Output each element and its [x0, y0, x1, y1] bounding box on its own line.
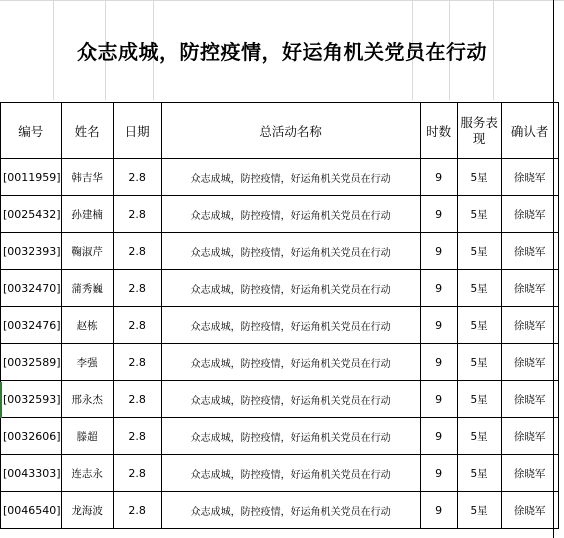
table-row [1, 344, 559, 381]
cell-service[interactable]: 5星 [457, 270, 501, 307]
cell-confirmer[interactable]: 徐晓军 [501, 196, 558, 233]
cell-activity[interactable]: 众志成城，防控疫情，好运角机关党员在行动 [161, 344, 420, 381]
cell-activity[interactable]: 众志成城，防控疫情，好运角机关党员在行动 [161, 492, 420, 529]
table-row [1, 455, 559, 492]
cell-id[interactable]: [0011959] [1, 159, 62, 196]
header-activity[interactable]: 总活动名称 [161, 103, 420, 159]
cell-hours[interactable]: 9 [420, 159, 457, 196]
cell-hours[interactable]: 9 [420, 233, 457, 270]
cell-hours[interactable]: 9 [420, 492, 457, 529]
header-name[interactable]: 姓名 [61, 103, 113, 159]
cell-name[interactable]: 滕超 [61, 418, 113, 455]
cell-date[interactable]: 2.8 [113, 418, 161, 455]
cell-hours[interactable]: 9 [420, 381, 457, 418]
table-row [1, 307, 559, 344]
cell-id[interactable]: [0046540] [1, 492, 62, 529]
cell-service[interactable]: 5星 [457, 344, 501, 381]
header-service[interactable]: 服务表现 [457, 103, 501, 159]
cell-date[interactable]: 2.8 [113, 196, 161, 233]
cell-hours[interactable]: 9 [420, 307, 457, 344]
cell-date[interactable]: 2.8 [113, 159, 161, 196]
cell-confirmer[interactable]: 徐晓军 [501, 344, 558, 381]
cell-activity[interactable]: 众志成城，防控疫情，好运角机关党员在行动 [161, 270, 420, 307]
header-confirmer[interactable]: 确认者 [501, 103, 558, 159]
cell-activity[interactable]: 众志成城，防控疫情，好运角机关党员在行动 [161, 418, 420, 455]
cell-id[interactable]: [0032593] [1, 381, 62, 418]
cell-activity[interactable]: 众志成城，防控疫情，好运角机关党员在行动 [161, 381, 420, 418]
sheet-title[interactable]: 众志成城，防控疫情，好运角机关党员在行动 [77, 40, 487, 64]
cell-confirmer[interactable]: 徐晓军 [501, 307, 558, 344]
cell-activity[interactable]: 众志成城，防控疫情，好运角机关党员在行动 [161, 196, 420, 233]
cell-activity[interactable]: 众志成城，防控疫情，好运角机关党员在行动 [161, 307, 420, 344]
cell-confirmer[interactable]: 徐晓军 [501, 492, 558, 529]
cell-name[interactable]: 连志永 [61, 455, 113, 492]
cell-name[interactable]: 邢永杰 [61, 381, 113, 418]
cell-service[interactable]: 5星 [457, 307, 501, 344]
cell-hours[interactable]: 9 [420, 270, 457, 307]
cell-confirmer[interactable]: 徐晓军 [501, 270, 558, 307]
cell-name[interactable]: 鞠淑芹 [61, 233, 113, 270]
cell-activity[interactable]: 众志成城，防控疫情，好运角机关党员在行动 [161, 159, 420, 196]
table-row [1, 159, 559, 196]
cell-id[interactable]: [0032393] [1, 233, 62, 270]
cell-service[interactable]: 5星 [457, 381, 501, 418]
cell-date[interactable]: 2.8 [113, 492, 161, 529]
cell-name[interactable]: 李强 [61, 344, 113, 381]
cell-confirmer[interactable]: 徐晓军 [501, 455, 558, 492]
header-id[interactable]: 编号 [1, 103, 62, 159]
header-row [1, 103, 559, 159]
cell-hours[interactable]: 9 [420, 418, 457, 455]
cell-hours[interactable]: 9 [420, 455, 457, 492]
volunteer-table [0, 102, 559, 529]
cell-id[interactable]: [0043303] [1, 455, 62, 492]
cell-date[interactable]: 2.8 [113, 233, 161, 270]
cell-date[interactable]: 2.8 [113, 381, 161, 418]
cell-id[interactable]: [0032470] [1, 270, 62, 307]
table-row [1, 418, 559, 455]
cell-service[interactable]: 5星 [457, 233, 501, 270]
cell-date[interactable]: 2.8 [113, 270, 161, 307]
cell-service[interactable]: 5星 [457, 418, 501, 455]
sheet-right-border [553, 0, 554, 538]
cell-date[interactable]: 2.8 [113, 307, 161, 344]
cell-activity[interactable]: 众志成城，防控疫情，好运角机关党员在行动 [161, 233, 420, 270]
cell-service[interactable]: 5星 [457, 492, 501, 529]
cell-hours[interactable]: 9 [420, 344, 457, 381]
cell-id[interactable]: [0032606] [1, 418, 62, 455]
cell-service[interactable]: 5星 [457, 196, 501, 233]
row-selection-marker [0, 382, 2, 418]
cell-date[interactable]: 2.8 [113, 455, 161, 492]
cell-id[interactable]: [0032589] [1, 344, 62, 381]
cell-confirmer[interactable]: 徐晓军 [501, 381, 558, 418]
cell-date[interactable]: 2.8 [113, 344, 161, 381]
table-row [1, 381, 559, 418]
header-hours[interactable]: 时数 [420, 103, 457, 159]
table-row [1, 270, 559, 307]
cell-id[interactable]: [0032476] [1, 307, 62, 344]
cell-service[interactable]: 5星 [457, 159, 501, 196]
cell-id[interactable]: [0025432] [1, 196, 62, 233]
cell-confirmer[interactable]: 徐晓军 [501, 418, 558, 455]
cell-confirmer[interactable]: 徐晓军 [501, 233, 558, 270]
cell-name[interactable]: 孙建楠 [61, 196, 113, 233]
cell-activity[interactable]: 众志成城，防控疫情，好运角机关党员在行动 [161, 455, 420, 492]
table-row [1, 492, 559, 529]
table-row [1, 196, 559, 233]
table-row [1, 233, 559, 270]
header-date[interactable]: 日期 [113, 103, 161, 159]
cell-name[interactable]: 蒲秀巍 [61, 270, 113, 307]
cell-name[interactable]: 韩吉华 [61, 159, 113, 196]
cell-hours[interactable]: 9 [420, 196, 457, 233]
cell-confirmer[interactable]: 徐晓军 [501, 159, 558, 196]
cell-name[interactable]: 龙海波 [61, 492, 113, 529]
cell-name[interactable]: 赵栋 [61, 307, 113, 344]
cell-service[interactable]: 5星 [457, 455, 501, 492]
